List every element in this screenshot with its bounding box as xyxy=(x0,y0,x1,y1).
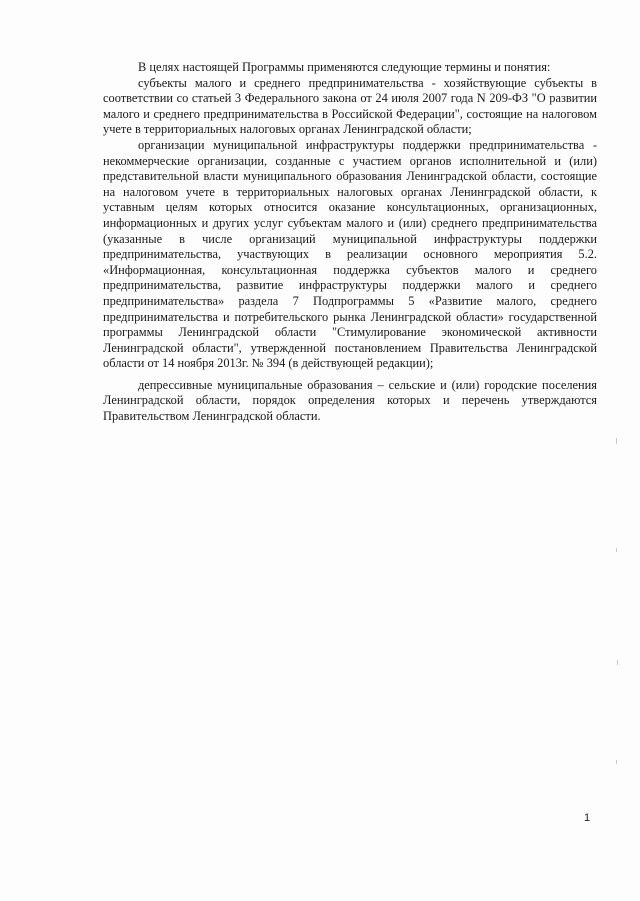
intro-paragraph: В целях настоящей Программы применяются следующие термины и понятия: xyxy=(138,60,551,74)
document-body xyxy=(103,60,597,425)
definition-small-medium-business: субъекты малого и среднего предпринимательства - хозяйствующие субъекты в соответствии со статьей 3 Федерального закона от 24 июля 2007 года N 209-ФЗ "О развитии малого и среднего предпринимательства в Российской Федерации", состоящие на налоговом учете в территориальных налоговых органах Ленинградской области; xyxy=(103,75,597,137)
scan-margin-mark xyxy=(616,760,617,764)
definition-infrastructure-organizations: организации муниципальной инфраструктуры поддержки предпринимательства - некоммерческие организации, созданные с участием органов исполнительной и (или) представительной власти муниципального образования Ленинградской области, состоящие на налоговом учете в территориальных налоговых органах Ленинградской области, к уставным целям которых относится оказание консультационных, организационных, информационных и других услуг субъектам малого и (или) среднего предпринимательства (указанные в числе организаций муниципальной инфраструктуры поддержки предпринимательства, участвующих в реализации основного мероприятия 5.2. «Информационная, консультационная поддержка субъектов малого и среднего предпринимательства, развитие инфраструктуры поддержки малого и среднего предпринимательства» раздела 7 Подпрограммы 5 «Развитие малого, среднего предпринимательства и потребительского рынка Ленинградской области» государственной программы Ленинградской области "Стимулирование экономической активности Ленинградской области", утвержденной постановлением Правительства Ленинградской области от 14 ноября 2013г. № 394 (в действующей редакции); xyxy=(103,137,597,371)
scan-margin-mark xyxy=(617,660,618,665)
definition-depressed-municipalities: депрессивные муниципальные образования – сельские и (или) городские поселения Ленинградской области, порядок определения которых и перечень утверждаются Правительством Ленинградской области. xyxy=(103,377,597,424)
page-number: 1 xyxy=(584,812,591,824)
scan-margin-mark xyxy=(616,438,617,444)
scan-margin-mark xyxy=(616,548,617,552)
